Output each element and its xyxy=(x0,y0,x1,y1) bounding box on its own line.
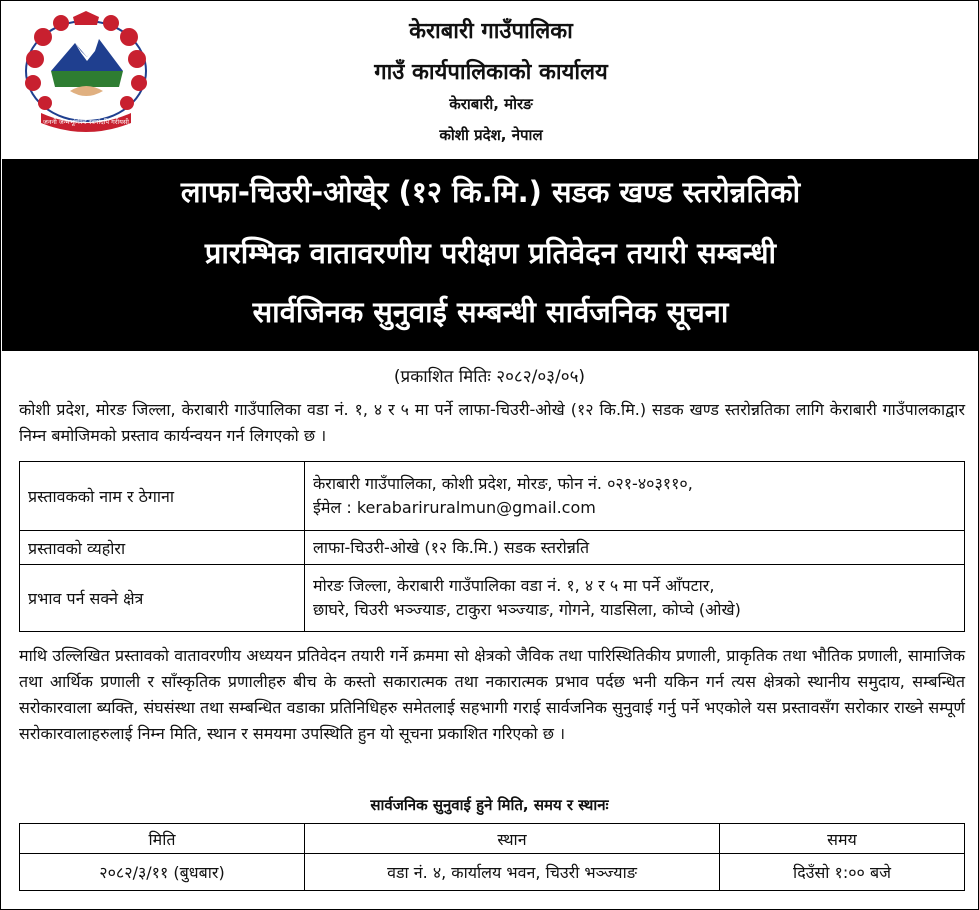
proponent-value xyxy=(305,462,965,531)
banner-line-3: सार्वजिनक सुनुवाई सम्बन्धी सार्वजनिक सूचना xyxy=(252,295,729,329)
body-paragraph: माथि उल्लिखित प्रस्तावको वातावरणीय अध्ययन प्रतिवेदन तयारी गर्ने क्रममा सो क्षेत्रको जैविक तथा पारिस्थितिकीय प्रणाली, प्राकृतिक तथा भौतिक प्रणाली, सामाजिक तथा आर्थिक प्रणाली र साँस्कृतिक प्रणालीहरु बीच के कस्तो सकारात्मक तथा नकारात्मक प्रभाव पर्दछ भनी यकिन गर्न त्यस क्षेत्रको स्थानीय समुदाय, सम्बन्धित सरोकारवाला ब्यक्ति, संघसंस्था तथा सम्बन्धित वडाका प्रतिनिधिहरु समेतलाई सहभागी गराई सार्वजनिक सुनुवाई गर्नु पर्ने भएकोले यस प्रस्तावसँग सरोकार राख्ने सम्पूर्ण सरोकारवालाहरुलाई निम्न मिति, स्थान र समयमा उपस्थिति हुन यो सूचना प्रकाशित गरिएको छ । xyxy=(19,646,965,743)
hearing-time: दिउँसो १:०० बजे xyxy=(720,854,965,891)
col-date-header: मिति xyxy=(20,824,305,854)
hearing-date: २०८२/३/११ (बुधबार) xyxy=(20,854,305,891)
hearing-place: वडा नं. ४, कार्यालय भवन, चिउरी भञ्ज्याङ xyxy=(305,854,720,891)
table-row xyxy=(20,854,965,891)
banner-line-2: प्रारम्भिक वातावरणीय परीक्षण प्रतिवेदन तयारी सम्बन्धी xyxy=(204,236,777,270)
proponent-email: ईमेल : kerabariruralmun@gmail.com xyxy=(313,498,596,517)
affected-area-label: प्रभाव पर्न सक्ने क्षेत्र xyxy=(20,565,305,632)
org-name: केराबारी गाउँपालिका xyxy=(409,19,573,44)
emblem-motto: जननी जन्मभूमिश्च स्वर्गादपि गरीयसी xyxy=(43,118,129,126)
proposal-value: लाफा-चिउरी-ओखे (१२ कि.मि.) सडक स्तरोन्नति xyxy=(305,531,965,565)
proponent-address: केराबारी गाउँपालिका, कोशी प्रदेश, मोरङ, फोन नं. ०२१-४०३११०, xyxy=(313,474,693,493)
col-time-header: समय xyxy=(720,824,965,854)
proposal-info-table xyxy=(19,461,965,632)
table-row xyxy=(20,462,965,531)
table-row xyxy=(20,531,965,565)
publication-date: (प्रकाशित मितिः २०८२/०३/०५) xyxy=(393,367,586,387)
hearing-schedule-table xyxy=(19,823,965,891)
notice-title-banner xyxy=(2,159,979,351)
col-place-header: स्थान xyxy=(305,824,720,854)
office-name: गाउँ कार्यपालिकाको कार्यालय xyxy=(374,60,608,85)
affected-area-value xyxy=(305,565,965,632)
proposal-label: प्रस्तावको व्यहोरा xyxy=(20,531,305,565)
address-line-1: केराबारी, मोरङ xyxy=(449,95,533,113)
table-header-row xyxy=(20,824,965,854)
proponent-label: प्रस्तावकको नाम र ठेगाना xyxy=(20,462,305,531)
nepal-emblem-icon xyxy=(15,11,157,135)
table-row xyxy=(20,565,965,632)
address-line-2: कोशी प्रदेश, नेपाल xyxy=(439,126,543,144)
hearing-heading: सार्वजनिक सुनुवाई हुने मिति, समय र स्थानः xyxy=(370,796,609,814)
intro-paragraph: कोशी प्रदेश, मोरङ जिल्ला, केराबारी गाउँपालिका वडा नं. १, ४ र ५ मा पर्ने लाफा-चिउरी-ओखे (१२ कि.मि.) सडक खण्ड स्तरोन्नतिका लागि केराबारी गाउँपालकाद्वार निम्न बमोजिमको प्रस्ताव कार्यन्वयन गर्न लिगएको छ । xyxy=(19,400,965,445)
affected-area-line-1: मोरङ जिल्ला, केराबारी गाउँपालिका वडा नं. १, ४ र ५ मा पर्ने आँपटार, xyxy=(313,576,715,595)
banner-line-1: लाफा-चिउरी-ओखे्र (१२ कि.मि.) सडक खण्ड स्तरोन्नतिको xyxy=(180,175,801,209)
affected-area-line-2: छाघरे, चिउरी भञ्ज्याङ, टाकुरा भञ्ज्याङ, गोगने, याडसिला, कोप्चे (ओखे) xyxy=(313,600,741,619)
